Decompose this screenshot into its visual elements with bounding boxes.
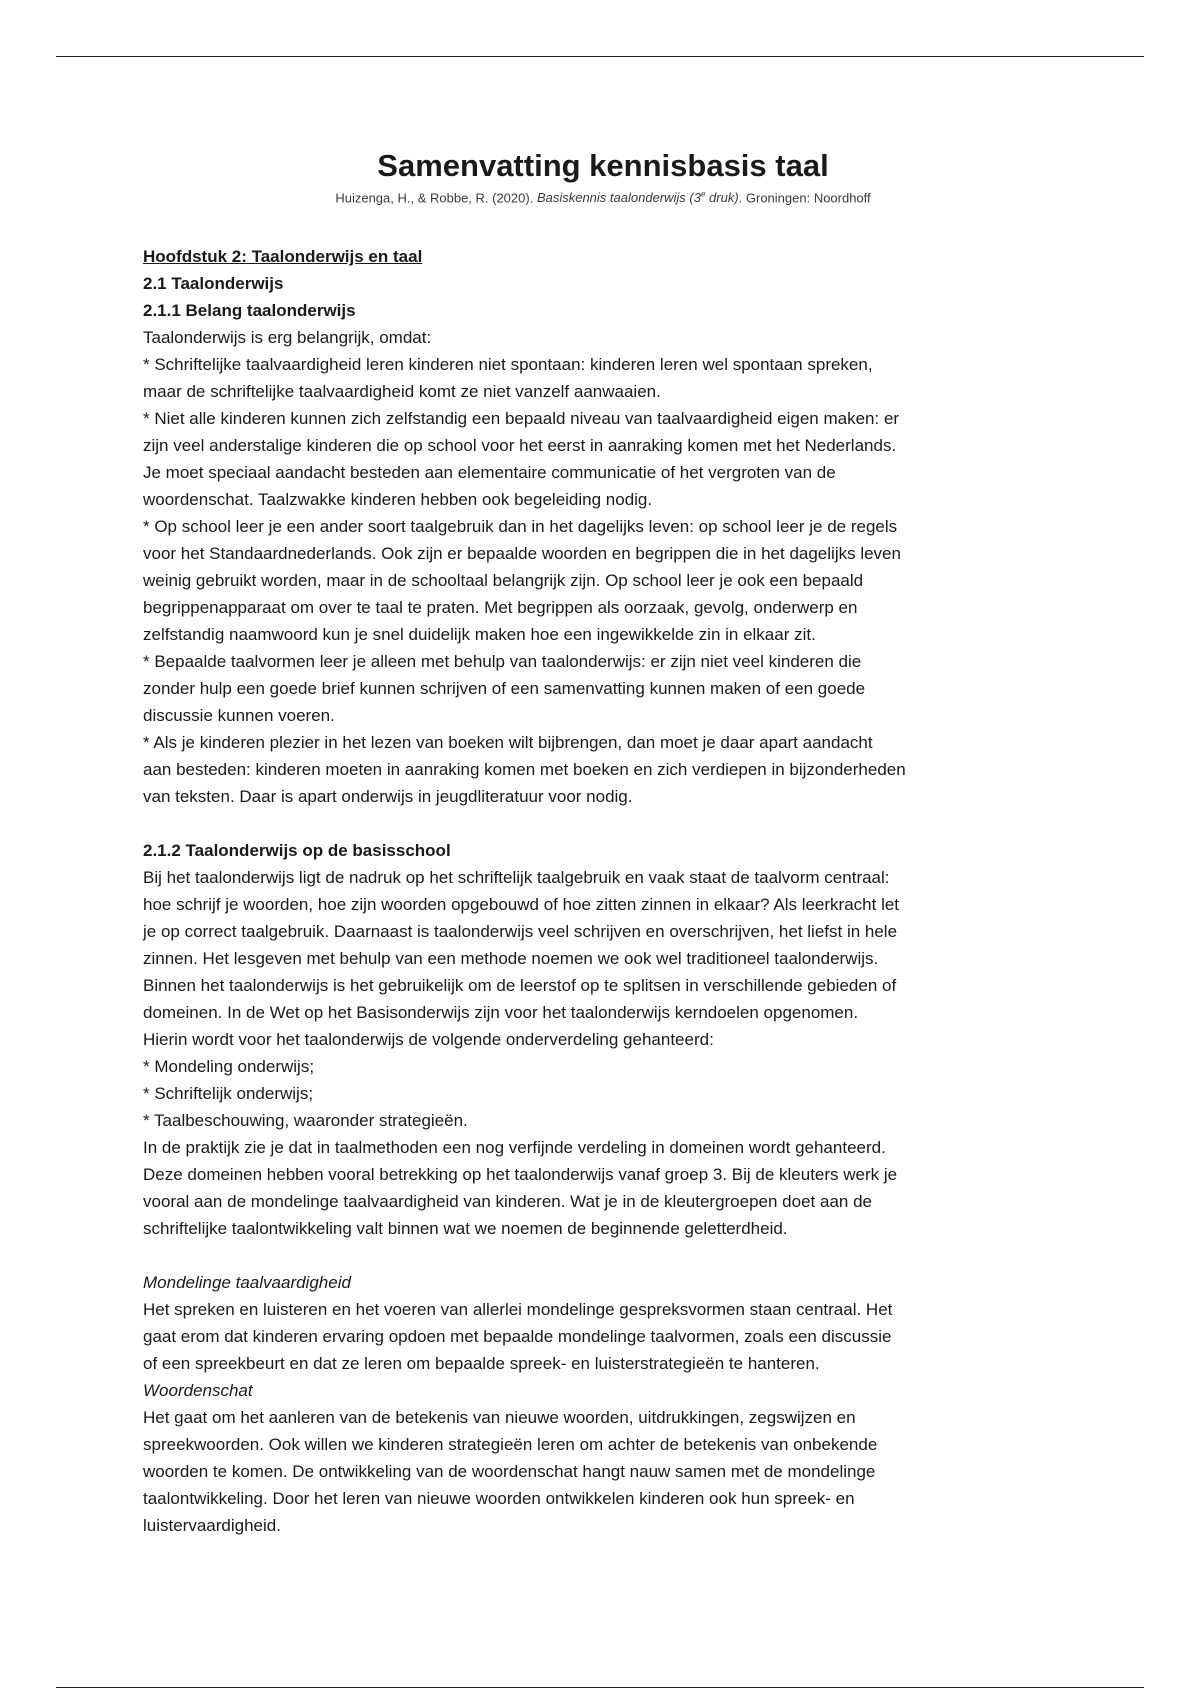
top-rule	[56, 56, 1144, 57]
document-page	[143, 146, 1063, 1539]
text-line: schriftelijke taalontwikkeling valt binnen wat we noemen de beginnende geletterdheid.	[143, 1219, 788, 1239]
section-2-1-2-body	[143, 864, 1063, 1242]
text-line: woordenschat. Taalzwakke kinderen hebben ook begeleiding nodig.	[143, 490, 653, 510]
bullet-item: * Schriftelijk onderwijs;	[143, 1084, 314, 1104]
text-line: Binnen het taalonderwijs is het gebruikelijk om de leerstof op te splitsen in verschillende gebieden of	[143, 976, 897, 996]
text-line: * Op school leer je een ander soort taalgebruik dan in het dagelijks leven: op school leer je de regels	[143, 517, 898, 537]
text-line: Taalonderwijs is erg belangrijk, omdat:	[143, 328, 432, 348]
text-line: zonder hulp een goede brief kunnen schrijven of een samenvatting kunnen maken of een goede	[143, 679, 866, 699]
text-line: Hierin wordt voor het taalonderwijs de volgende onderverdeling gehanteerd:	[143, 1030, 714, 1050]
text-line: Het spreken en luisteren en het voeren van allerlei mondelinge gespreksvormen staan centraal. Het	[143, 1300, 893, 1320]
text-line: weinig gebruikt worden, maar in de schooltaal belangrijk zijn. Op school leer je ook een bepaald	[143, 571, 864, 591]
woordenschat-body	[143, 1404, 1063, 1539]
text-line: woorden te komen. De ontwikkeling van de woordenschat hangt nauw samen met de mondelinge	[143, 1462, 876, 1482]
subheading-woordenschat: Woordenschat	[143, 1381, 253, 1401]
text-line: spreekwoorden. Ook willen we kinderen strategieën leren om achter de betekenis van onbekende	[143, 1435, 878, 1455]
text-line: taalontwikkeling. Door het leren van nieuwe woorden ontwikkelen kinderen ook hun spreek- en	[143, 1489, 855, 1509]
text-line: Bij het taalonderwijs ligt de nadruk op het schriftelijk taalgebruik en vaak staat de taalvorm centraal:	[143, 868, 890, 888]
paragraph-gap	[143, 810, 1063, 837]
text-line: Je moet speciaal aandacht besteden aan elementaire communicatie of het vergroten van de	[143, 463, 836, 483]
text-line: zelfstandig naamwoord kun je snel duidelijk maken hoe een ingewikkelde zin in elkaar zit.	[143, 625, 816, 645]
section-heading-2-1: 2.1 Taalonderwijs	[143, 274, 284, 294]
document-title: Samenvatting kennisbasis taal	[377, 148, 829, 183]
bullet-item: * Taalbeschouwing, waaronder strategieën.	[143, 1111, 468, 1131]
section-heading-2-1-1: 2.1.1 Belang taalonderwijs	[143, 301, 356, 321]
text-line: Het gaat om het aanleren van de betekenis van nieuwe woorden, uitdrukkingen, zegswijzen en	[143, 1408, 856, 1428]
text-line: voor het Standaardnederlands. Ook zijn er bepaalde woorden en begrippen die in het dagelijks leven	[143, 544, 901, 564]
text-line: luistervaardigheid.	[143, 1516, 281, 1536]
citation-authors: Huizenga, H., & Robbe, R. (2020).	[335, 190, 537, 206]
text-line: aan besteden: kinderen moeten in aanraking komen met boeken en zich verdiepen in bijzonderheden	[143, 760, 906, 780]
citation-edition-superscript: e	[700, 190, 706, 199]
text-line: of een spreekbeurt en dat ze leren om bepaalde spreek- en luisterstrategieën te hanteren.	[143, 1354, 820, 1374]
bullet-item: * Mondeling onderwijs;	[143, 1057, 315, 1077]
text-line: hoe schrijf je woorden, hoe zijn woorden opgebouwd of hoe zitten zinnen in elkaar? Als leerkracht let	[143, 895, 900, 915]
mondelinge-body	[143, 1296, 1063, 1377]
text-line: * Als je kinderen plezier in het lezen van boeken wilt bijbrengen, dan moet je daar apart aandacht	[143, 733, 873, 753]
subheading-mondelinge-taalvaardigheid: Mondelinge taalvaardigheid	[143, 1273, 351, 1293]
text-line: maar de schriftelijke taalvaardigheid komt ze niet vanzelf aanwaaien.	[143, 382, 661, 402]
text-line: zijn veel anderstalige kinderen die op school voor het eerst in aanraking komen met het Nederlands.	[143, 436, 897, 456]
text-line: begrippenapparaat om over te taal te praten. Met begrippen als oorzaak, gevolg, onderwerp en	[143, 598, 858, 618]
bottom-rule	[56, 1687, 1144, 1688]
text-line: * Niet alle kinderen kunnen zich zelfstandig een bepaald niveau van taalvaardigheid eigen maken: er	[143, 409, 900, 429]
chapter-heading: Hoofdstuk 2: Taalonderwijs en taal	[143, 247, 423, 267]
section-2-1-1-body	[143, 324, 1063, 810]
citation-publisher: . Groningen: Noordhoff	[738, 190, 871, 206]
text-line: discussie kunnen voeren.	[143, 706, 335, 726]
text-line: domeinen. In de Wet op het Basisonderwijs zijn voor het taalonderwijs kerndoelen opgenomen.	[143, 1003, 859, 1023]
paragraph-gap	[143, 1242, 1063, 1269]
text-line: Deze domeinen hebben vooral betrekking op het taalonderwijs vanaf groep 3. Bij de kleuters werk je	[143, 1165, 898, 1185]
text-line: In de praktijk zie je dat in taalmethoden een nog verfijnde verdeling in domeinen wordt gehanteerd.	[143, 1138, 886, 1158]
text-line: gaat erom dat kinderen ervaring opdoen met bepaalde mondelinge taalvormen, zoals een discussie	[143, 1327, 892, 1347]
citation-book-title: Basiskennis taalonderwijs (3e druk)	[536, 190, 739, 206]
citation	[143, 186, 1063, 207]
text-line: zinnen. Het lesgeven met behulp van een methode noemen we ook wel traditioneel taalonderwijs.	[143, 949, 879, 969]
text-line: vooral aan de mondelinge taalvaardigheid van kinderen. Wat je in de kleutergroepen doet aan de	[143, 1192, 872, 1212]
text-line: * Schriftelijke taalvaardigheid leren kinderen niet spontaan: kinderen leren wel spontaan spreken,	[143, 355, 873, 375]
section-heading-2-1-2: 2.1.2 Taalonderwijs op de basisschool	[143, 841, 451, 861]
text-line: van teksten. Daar is apart onderwijs in jeugdliteratuur voor nodig.	[143, 787, 633, 807]
text-line: je op correct taalgebruik. Daarnaast is taalonderwijs veel schrijven en overschrijven, het liefst in hele	[143, 922, 898, 942]
text-line: * Bepaalde taalvormen leer je alleen met behulp van taalonderwijs: er zijn niet veel kinderen die	[143, 652, 862, 672]
